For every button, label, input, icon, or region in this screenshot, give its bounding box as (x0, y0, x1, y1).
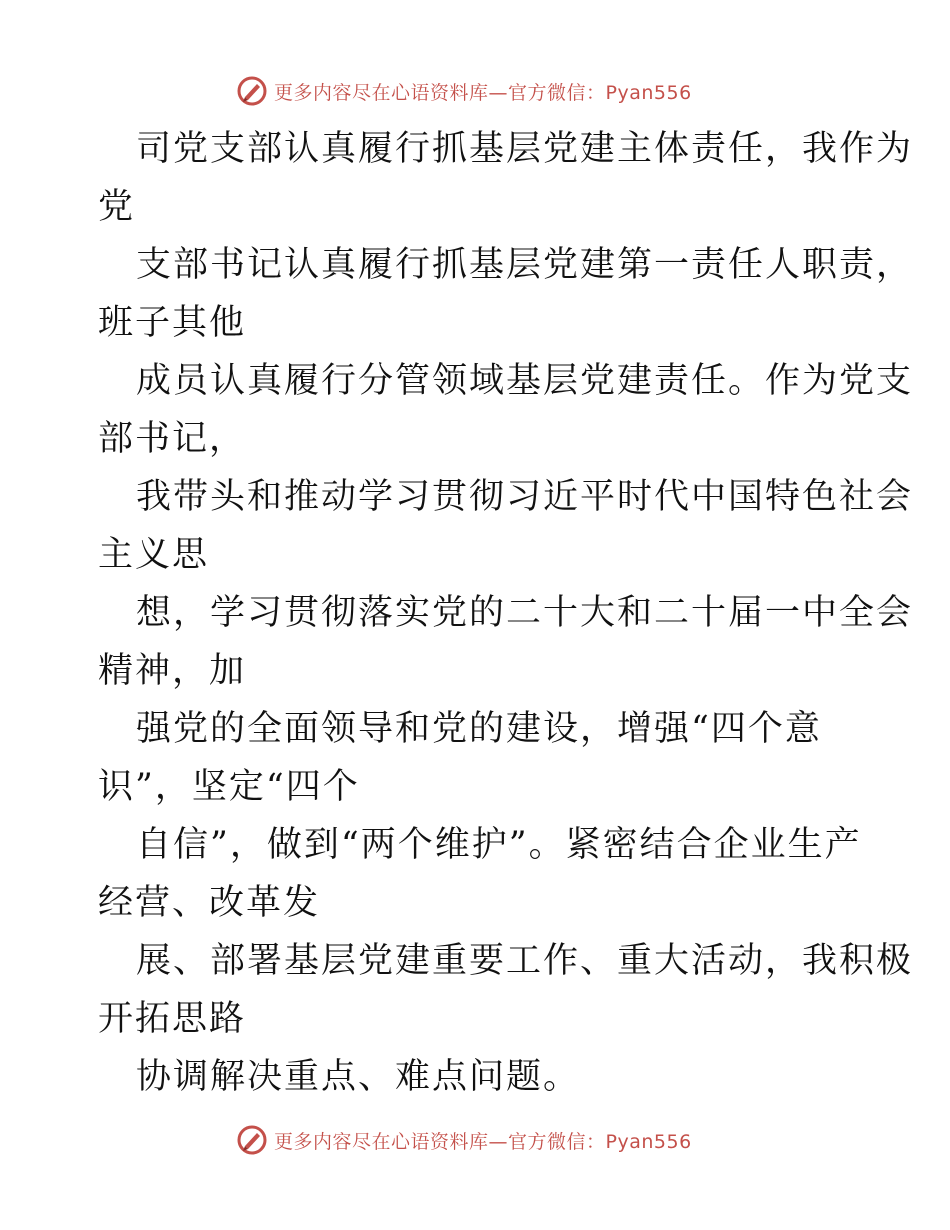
line-continuation: 党 (98, 187, 136, 227)
paragraph-line (98, 1048, 858, 1106)
line-first: 展、部署基层党建重要工作、重大活动，我积极 (136, 941, 914, 981)
line-continuation: 开拓思路 (98, 999, 247, 1039)
paragraph-line (98, 352, 914, 468)
line-continuation: 主义思 (98, 535, 210, 575)
paragraph-line (98, 932, 914, 1048)
pen-seal-icon (236, 1124, 268, 1156)
line-first: 自信”，做到“两个维护”。紧密结合企业生产 (136, 825, 862, 865)
line-first: 司党支部认真履行抓基层党建主体责任，我作为 (136, 129, 914, 169)
line-continuation: 班子其他 (98, 303, 247, 343)
line-first: 协调解决重点、难点问题。 (136, 1057, 581, 1097)
footer-watermark (236, 1123, 692, 1157)
line-continuation: 精神，加 (98, 651, 247, 691)
line-first: 想，学习贯彻落实党的二十大和二十届一中全会 (136, 593, 914, 633)
line-continuation: 经营、改革发 (98, 883, 321, 923)
pen-seal-icon (236, 75, 268, 107)
line-continuation: 部书记， (98, 419, 247, 459)
paragraph-line (98, 120, 914, 236)
watermark-text: 更多内容尽在心语资料库—官方微信：Pyan556 (274, 81, 692, 104)
watermark-text: 更多内容尽在心语资料库—官方微信：Pyan556 (274, 1130, 692, 1153)
paragraph-line (98, 700, 858, 816)
line-first: 支部书记认真履行抓基层党建第一责任人职责， (136, 245, 914, 285)
body-text (98, 120, 914, 1106)
paragraph-line (98, 584, 914, 700)
line-first: 成员认真履行分管领域基层党建责任。作为党支 (136, 361, 914, 401)
paragraph-line (98, 236, 914, 352)
paragraph-line (98, 816, 862, 932)
header-watermark (236, 74, 692, 108)
line-first: 强党的全面领导和党的建设，增强“四个意 (136, 709, 822, 749)
line-continuation: 识”，坚定“四个 (98, 767, 360, 807)
paragraph-line (98, 468, 914, 584)
line-first: 我带头和推动学习贯彻习近平时代中国特色社会 (136, 477, 914, 517)
